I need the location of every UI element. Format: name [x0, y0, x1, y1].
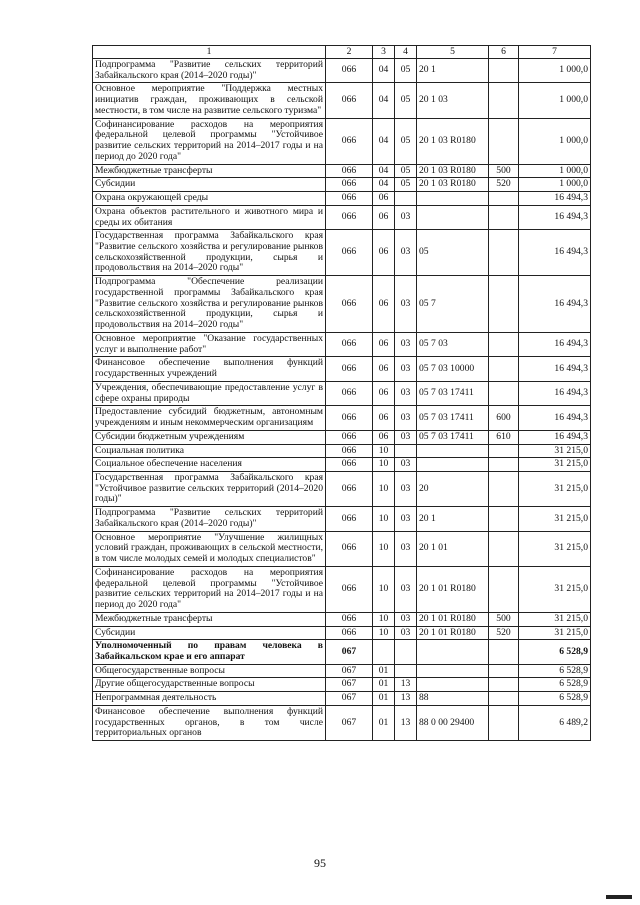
- scan-edge-mark: [606, 895, 632, 899]
- row-name: Подпрограмма "Развитие сельских территорий Забайкальского края (2014–2020 годы)": [93, 59, 326, 83]
- row-expense-type: [489, 664, 519, 678]
- row-razdel: 01: [373, 705, 395, 740]
- row-podrazdel: 03: [395, 332, 417, 356]
- table-row: [93, 83, 591, 118]
- row-name: Межбюджетные трансферты: [93, 612, 326, 626]
- row-expense-type: [489, 678, 519, 692]
- row-razdel: 06: [373, 276, 395, 333]
- row-target-article: 20 1: [417, 507, 489, 531]
- row-podrazdel: 03: [395, 566, 417, 612]
- row-expense-type: [489, 118, 519, 164]
- row-grbs: 066: [326, 566, 373, 612]
- row-name: Основное мероприятие "Улучшение жилищных условий граждан, проживающих в сельской местности, в том числе молодых семей и молодых специалистов": [93, 531, 326, 566]
- row-grbs: 066: [326, 381, 373, 405]
- row-razdel: 10: [373, 507, 395, 531]
- row-grbs: 066: [326, 59, 373, 83]
- row-name: Субсидии: [93, 178, 326, 192]
- row-amount: 16 494,3: [519, 276, 591, 333]
- table-row: [93, 332, 591, 356]
- row-target-article: 20: [417, 471, 489, 506]
- table-row: [93, 640, 591, 664]
- row-podrazdel: 13: [395, 692, 417, 706]
- row-razdel: 01: [373, 692, 395, 706]
- table-row: [93, 178, 591, 192]
- row-razdel: 04: [373, 83, 395, 118]
- header-col-7: 7: [519, 46, 591, 59]
- table-row: [93, 705, 591, 740]
- row-name: Другие общегосударственные вопросы: [93, 678, 326, 692]
- row-podrazdel: [395, 192, 417, 206]
- row-expense-type: [489, 566, 519, 612]
- table-row: [93, 678, 591, 692]
- row-expense-type: [489, 458, 519, 472]
- row-amount: 31 215,0: [519, 566, 591, 612]
- row-amount: 16 494,3: [519, 332, 591, 356]
- row-amount: 6 528,9: [519, 664, 591, 678]
- row-target-article: [417, 678, 489, 692]
- table-row: [93, 664, 591, 678]
- table-row: [93, 444, 591, 458]
- row-podrazdel: 05: [395, 164, 417, 178]
- row-razdel: 01: [373, 664, 395, 678]
- row-grbs: 066: [326, 507, 373, 531]
- header-col-2: 2: [326, 46, 373, 59]
- row-expense-type: [489, 444, 519, 458]
- row-podrazdel: 03: [395, 507, 417, 531]
- row-razdel: 10: [373, 566, 395, 612]
- row-grbs: 066: [326, 164, 373, 178]
- row-grbs: 066: [326, 205, 373, 229]
- row-name: Охрана объектов растительного и животного мира и среды их обитания: [93, 205, 326, 229]
- row-razdel: 06: [373, 357, 395, 381]
- row-grbs: 066: [326, 178, 373, 192]
- row-podrazdel: 05: [395, 59, 417, 83]
- row-target-article: 20 1 03 R0180: [417, 164, 489, 178]
- row-target-article: [417, 205, 489, 229]
- table-row: [93, 381, 591, 405]
- row-podrazdel: 03: [395, 406, 417, 430]
- table-row: [93, 612, 591, 626]
- row-razdel: [373, 640, 395, 664]
- row-podrazdel: 03: [395, 276, 417, 333]
- row-expense-type: 520: [489, 178, 519, 192]
- row-amount: 1 000,0: [519, 164, 591, 178]
- header-col-1: 1: [93, 46, 326, 59]
- table-row: [93, 566, 591, 612]
- row-target-article: 05 7: [417, 276, 489, 333]
- row-name: Государственная программа Забайкальского края "Развитие сельского хозяйства и регулирование рынков сельскохозяйственной продукции, сырья и продовольствия на 2014–2020 годы": [93, 230, 326, 276]
- row-grbs: 066: [326, 118, 373, 164]
- row-razdel: 04: [373, 118, 395, 164]
- row-target-article: 05 7 03 17411: [417, 430, 489, 444]
- row-expense-type: 520: [489, 626, 519, 640]
- row-podrazdel: 05: [395, 178, 417, 192]
- row-amount: 16 494,3: [519, 230, 591, 276]
- row-grbs: 066: [326, 276, 373, 333]
- row-amount: 1 000,0: [519, 59, 591, 83]
- table-row: [93, 531, 591, 566]
- row-expense-type: [489, 59, 519, 83]
- row-name: Софинансирование расходов на мероприятия федеральной целевой программы "Устойчивое развитие сельских территорий на 2014–2017 годы и на период до 2020 года": [93, 566, 326, 612]
- row-name: Учреждения, обеспечивающие предоставление услуг в сфере охраны природы: [93, 381, 326, 405]
- row-amount: 16 494,3: [519, 192, 591, 206]
- row-target-article: 20 1 01: [417, 531, 489, 566]
- table-row: [93, 692, 591, 706]
- row-expense-type: 500: [489, 164, 519, 178]
- row-podrazdel: 03: [395, 531, 417, 566]
- row-grbs: 067: [326, 664, 373, 678]
- row-name: Субсидии: [93, 626, 326, 640]
- row-target-article: 20 1 03: [417, 83, 489, 118]
- row-grbs: 067: [326, 678, 373, 692]
- row-target-article: 88: [417, 692, 489, 706]
- table-row: [93, 626, 591, 640]
- row-amount: 16 494,3: [519, 357, 591, 381]
- row-grbs: 067: [326, 692, 373, 706]
- row-target-article: [417, 192, 489, 206]
- row-amount: 31 215,0: [519, 458, 591, 472]
- row-podrazdel: 03: [395, 626, 417, 640]
- row-name: Софинансирование расходов на мероприятия федеральной целевой программы "Устойчивое развитие сельских территорий на 2014–2017 годы и на период до 2020 года": [93, 118, 326, 164]
- table-row: [93, 205, 591, 229]
- row-expense-type: 610: [489, 430, 519, 444]
- table-row: [93, 276, 591, 333]
- row-podrazdel: 13: [395, 678, 417, 692]
- table-row: [93, 230, 591, 276]
- row-amount: 31 215,0: [519, 507, 591, 531]
- row-grbs: 066: [326, 83, 373, 118]
- row-target-article: [417, 640, 489, 664]
- table-row: [93, 357, 591, 381]
- table-row: [93, 118, 591, 164]
- table-row: [93, 406, 591, 430]
- row-amount: 1 000,0: [519, 83, 591, 118]
- row-podrazdel: [395, 664, 417, 678]
- row-name: Социальная политика: [93, 444, 326, 458]
- row-name: Финансовое обеспечение выполнения функций государственных учреждений: [93, 357, 326, 381]
- table-row: [93, 430, 591, 444]
- row-podrazdel: 03: [395, 381, 417, 405]
- row-podrazdel: 05: [395, 83, 417, 118]
- row-podrazdel: 03: [395, 471, 417, 506]
- row-expense-type: [489, 276, 519, 333]
- row-grbs: 066: [326, 230, 373, 276]
- row-razdel: 06: [373, 381, 395, 405]
- row-target-article: 20 1 03 R0180: [417, 178, 489, 192]
- row-razdel: 10: [373, 471, 395, 506]
- row-grbs: 066: [326, 626, 373, 640]
- row-grbs: 067: [326, 705, 373, 740]
- row-name: Социальное обеспечение населения: [93, 458, 326, 472]
- row-name: Основное мероприятие "Поддержка местных инициатив граждан, проживающих в сельской местности, в том числе на развитие сельского туризма": [93, 83, 326, 118]
- row-expense-type: [489, 531, 519, 566]
- table-row: [93, 192, 591, 206]
- row-podrazdel: 03: [395, 430, 417, 444]
- row-name: Охрана окружающей среды: [93, 192, 326, 206]
- page-number: 95: [314, 856, 326, 870]
- row-grbs: 066: [326, 531, 373, 566]
- row-amount: 6 528,9: [519, 692, 591, 706]
- row-expense-type: [489, 332, 519, 356]
- table-row: [93, 471, 591, 506]
- row-amount: 31 215,0: [519, 444, 591, 458]
- row-podrazdel: 13: [395, 705, 417, 740]
- header-col-6: 6: [489, 46, 519, 59]
- row-grbs: 066: [326, 430, 373, 444]
- row-amount: 16 494,3: [519, 205, 591, 229]
- row-name: Субсидии бюджетным учреждениям: [93, 430, 326, 444]
- row-target-article: 20 1: [417, 59, 489, 83]
- row-grbs: 066: [326, 332, 373, 356]
- row-expense-type: [489, 471, 519, 506]
- row-expense-type: [489, 230, 519, 276]
- row-amount: 6 489,2: [519, 705, 591, 740]
- row-razdel: 10: [373, 612, 395, 626]
- row-target-article: 05 7 03 17411: [417, 381, 489, 405]
- row-name: Межбюджетные трансферты: [93, 164, 326, 178]
- row-razdel: 06: [373, 406, 395, 430]
- row-grbs: 066: [326, 357, 373, 381]
- row-expense-type: [489, 192, 519, 206]
- row-grbs: 066: [326, 192, 373, 206]
- header-row: [93, 46, 591, 59]
- header-col-4: 4: [395, 46, 417, 59]
- row-name: Подпрограмма "Обеспечение реализации государственной программы Забайкальского края "Развитие сельского хозяйства и регулирование рынков сельскохозяйственной продукции, сырья и продовольствия на 2014–2020 годы": [93, 276, 326, 333]
- row-expense-type: [489, 205, 519, 229]
- row-podrazdel: [395, 444, 417, 458]
- row-razdel: 04: [373, 59, 395, 83]
- row-expense-type: [489, 507, 519, 531]
- row-razdel: 04: [373, 164, 395, 178]
- row-grbs: 066: [326, 471, 373, 506]
- row-podrazdel: 05: [395, 118, 417, 164]
- row-amount: 6 528,9: [519, 640, 591, 664]
- row-expense-type: [489, 381, 519, 405]
- row-razdel: 06: [373, 430, 395, 444]
- row-name: Уполномоченный по правам человека в Забайкальском крае и его аппарат: [93, 640, 326, 664]
- row-target-article: 20 1 03 R0180: [417, 118, 489, 164]
- row-podrazdel: 03: [395, 205, 417, 229]
- row-target-article: [417, 444, 489, 458]
- row-razdel: 10: [373, 531, 395, 566]
- row-podrazdel: [395, 640, 417, 664]
- row-name: Общегосударственные вопросы: [93, 664, 326, 678]
- row-target-article: [417, 458, 489, 472]
- row-name: Подпрограмма "Развитие сельских территорий Забайкальского края (2014–2020 годы)": [93, 507, 326, 531]
- table-row: [93, 59, 591, 83]
- row-expense-type: [489, 357, 519, 381]
- row-razdel: 01: [373, 678, 395, 692]
- row-target-article: 05: [417, 230, 489, 276]
- row-expense-type: [489, 640, 519, 664]
- row-amount: 16 494,3: [519, 430, 591, 444]
- row-podrazdel: 03: [395, 357, 417, 381]
- row-podrazdel: 03: [395, 612, 417, 626]
- table-row: [93, 458, 591, 472]
- row-grbs: 066: [326, 612, 373, 626]
- budget-table: [92, 45, 591, 741]
- row-name: Основное мероприятие "Оказание государственных услуг и выполнение работ": [93, 332, 326, 356]
- row-target-article: 20 1 01 R0180: [417, 612, 489, 626]
- row-razdel: 06: [373, 205, 395, 229]
- row-target-article: [417, 664, 489, 678]
- row-amount: 31 215,0: [519, 531, 591, 566]
- row-grbs: 067: [326, 640, 373, 664]
- row-amount: 1 000,0: [519, 118, 591, 164]
- row-expense-type: 500: [489, 612, 519, 626]
- row-target-article: 20 1 01 R0180: [417, 626, 489, 640]
- row-target-article: 05 7 03 17411: [417, 406, 489, 430]
- header-col-3: 3: [373, 46, 395, 59]
- row-grbs: 066: [326, 406, 373, 430]
- row-razdel: 06: [373, 332, 395, 356]
- row-target-article: 05 7 03 10000: [417, 357, 489, 381]
- row-expense-type: 600: [489, 406, 519, 430]
- row-amount: 6 528,9: [519, 678, 591, 692]
- row-name: Предоставление субсидий бюджетным, автономным учреждениям и иным некоммерческим организациям: [93, 406, 326, 430]
- row-expense-type: [489, 692, 519, 706]
- row-podrazdel: 03: [395, 230, 417, 276]
- row-razdel: 06: [373, 192, 395, 206]
- row-name: Финансовое обеспечение выполнения функций государственных органов, в том числе территориальных органов: [93, 705, 326, 740]
- row-grbs: 066: [326, 444, 373, 458]
- row-target-article: 20 1 01 R0180: [417, 566, 489, 612]
- row-razdel: 10: [373, 458, 395, 472]
- table-row: [93, 507, 591, 531]
- row-razdel: 10: [373, 444, 395, 458]
- row-amount: 31 215,0: [519, 626, 591, 640]
- row-target-article: 05 7 03: [417, 332, 489, 356]
- row-razdel: 06: [373, 230, 395, 276]
- row-amount: 1 000,0: [519, 178, 591, 192]
- row-razdel: 10: [373, 626, 395, 640]
- table-row: [93, 164, 591, 178]
- row-target-article: 88 0 00 29400: [417, 705, 489, 740]
- row-razdel: 04: [373, 178, 395, 192]
- row-amount: 31 215,0: [519, 471, 591, 506]
- row-amount: 31 215,0: [519, 612, 591, 626]
- row-expense-type: [489, 705, 519, 740]
- row-name: Непрограммная деятельность: [93, 692, 326, 706]
- row-podrazdel: 03: [395, 458, 417, 472]
- row-name: Государственная программа Забайкальского края "Устойчивое развитие сельских территорий (2014–2020 годы)": [93, 471, 326, 506]
- row-grbs: 066: [326, 458, 373, 472]
- row-amount: 16 494,3: [519, 406, 591, 430]
- row-expense-type: [489, 83, 519, 118]
- row-amount: 16 494,3: [519, 381, 591, 405]
- header-col-5: 5: [417, 46, 489, 59]
